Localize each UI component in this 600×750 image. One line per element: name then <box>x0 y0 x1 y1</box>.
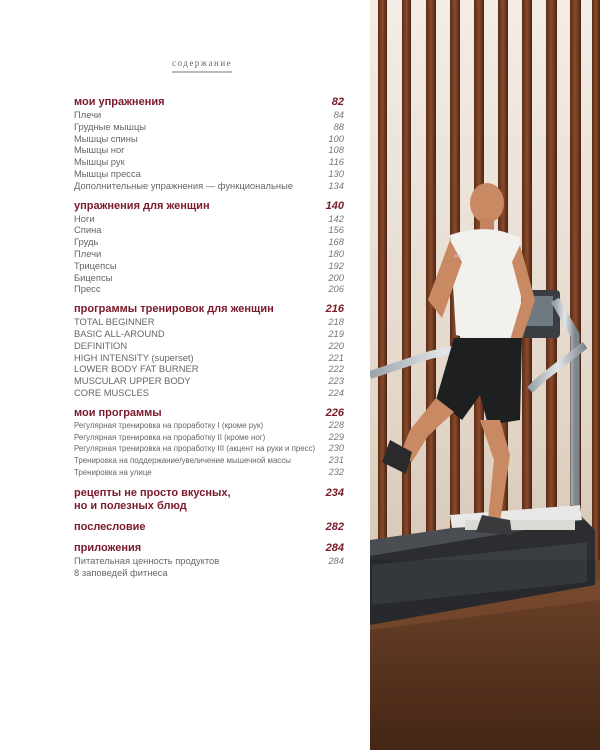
treadmill-photo-illustration <box>370 0 600 750</box>
toc-entry[interactable] <box>74 467 344 479</box>
entry-label: Мышцы ног <box>74 144 125 156</box>
section-title: послесловие <box>74 520 146 533</box>
toc-entry[interactable] <box>74 213 344 225</box>
section-page-number: 282 <box>325 520 344 533</box>
entry-page-number: 156 <box>328 224 344 236</box>
toc-entry[interactable] <box>74 387 344 399</box>
entry-label: BASIC ALL-AROUND <box>74 327 165 339</box>
toc-entry[interactable] <box>74 133 344 145</box>
toc-entry[interactable] <box>74 432 344 444</box>
entry-label: Бицепсы <box>74 271 113 283</box>
toc-entry[interactable] <box>74 168 344 180</box>
entry-page-number: 224 <box>328 386 344 398</box>
entry-page-number: 222 <box>328 363 344 375</box>
entry-label: 8 заповедей фитнеса <box>74 566 168 578</box>
section-page-number: 82 <box>331 96 344 108</box>
toc-entry[interactable] <box>74 567 344 579</box>
entry-page-number: 108 <box>328 144 344 156</box>
toc-entry[interactable] <box>74 420 344 432</box>
entry-label: Тренировка на поддержание/увеличение мышечной массы <box>74 456 291 466</box>
toc-entry[interactable] <box>74 156 344 168</box>
entry-label: TOTAL BEGINNER <box>74 316 155 328</box>
toc-entry[interactable] <box>74 363 344 375</box>
toc-entry[interactable] <box>74 328 344 340</box>
entry-page-number: 142 <box>328 212 344 224</box>
contents-heading: содержание <box>172 58 232 73</box>
entry-page-number: 284 <box>328 554 344 566</box>
entry-label: Трицепсы <box>74 259 117 271</box>
toc-section <box>74 487 344 513</box>
man-running-on-treadmill-photo <box>370 0 600 750</box>
entry-label: CORE MUSCLES <box>74 386 150 398</box>
toc-section <box>74 407 344 479</box>
toc-entry[interactable] <box>74 316 344 328</box>
section-heading[interactable] <box>74 303 344 316</box>
section-heading[interactable] <box>74 487 344 513</box>
section-page-number: 284 <box>325 541 344 554</box>
toc-entry[interactable] <box>74 455 344 467</box>
entry-label: Ноги <box>74 212 95 224</box>
toc-entry[interactable] <box>74 109 344 121</box>
entry-label: Регулярная тренировка на проработку II (кроме ног) <box>74 432 266 442</box>
entry-page-number: 231 <box>328 455 344 466</box>
entry-label: Мышцы рук <box>74 156 125 168</box>
toc-entry[interactable] <box>74 340 344 352</box>
toc-entry[interactable] <box>74 352 344 364</box>
toc-entry[interactable] <box>74 180 344 192</box>
entry-label: Грудные мышцы <box>74 120 147 132</box>
entry-label: Питательная ценность продуктов <box>74 554 220 566</box>
entry-label: Регулярная тренировка на проработку III (акцент на руки и пресс) <box>74 444 316 454</box>
entry-page-number: 229 <box>328 431 344 442</box>
entry-page-number: 206 <box>328 283 344 295</box>
entry-label: HIGH INTENSITY (superset) <box>74 351 194 363</box>
entry-label: Мышцы пресса <box>74 167 141 179</box>
section-heading[interactable] <box>74 96 344 109</box>
toc-section <box>74 303 344 399</box>
entry-label: Спина <box>74 224 102 236</box>
section-heading[interactable] <box>74 521 344 534</box>
entry-label: LOWER BODY FAT BURNER <box>74 363 199 375</box>
toc-entry[interactable] <box>74 443 344 455</box>
toc-entry[interactable] <box>74 283 344 295</box>
entry-page-number: 100 <box>328 132 344 144</box>
entry-label: Пресс <box>74 283 101 295</box>
section-title: программы тренировок для женщин <box>74 303 274 316</box>
entry-label: Тренировка на улице <box>74 467 152 477</box>
section-heading[interactable] <box>74 542 344 555</box>
entry-page-number: 84 <box>333 109 344 120</box>
entry-label: Мышцы спины <box>74 132 138 144</box>
section-heading[interactable] <box>74 407 344 420</box>
entry-label: Регулярная тренировка на проработку I (кроме рук) <box>74 420 264 430</box>
table-of-contents <box>74 96 344 586</box>
section-page-number: 216 <box>325 303 344 316</box>
entry-page-number: 88 <box>333 120 344 132</box>
toc-entry[interactable] <box>74 272 344 284</box>
section-title: мои упражнения <box>74 96 165 108</box>
section-heading[interactable] <box>74 200 344 213</box>
entry-page-number: 220 <box>328 339 344 351</box>
entry-page-number: 168 <box>328 236 344 248</box>
toc-section <box>74 542 344 579</box>
toc-entry[interactable] <box>74 555 344 567</box>
entry-page-number: 232 <box>328 466 344 477</box>
entry-page-number: 219 <box>328 327 344 339</box>
toc-section <box>74 96 344 192</box>
section-title: мои программы <box>74 406 162 419</box>
entry-page-number: 228 <box>328 419 344 430</box>
entry-page-number: 221 <box>328 351 344 363</box>
entry-page-number: 230 <box>328 443 344 454</box>
toc-entry[interactable] <box>74 144 344 156</box>
entry-label: Плечи <box>74 247 102 259</box>
entry-label: Плечи <box>74 109 102 120</box>
entry-page-number: 130 <box>328 167 344 179</box>
toc-entry[interactable] <box>74 236 344 248</box>
toc-entry[interactable] <box>74 121 344 133</box>
entry-page-number: 134 <box>328 179 344 191</box>
toc-section <box>74 521 344 534</box>
entry-label: DEFINITION <box>74 339 128 351</box>
entry-page-number: 180 <box>328 247 344 259</box>
toc-entry[interactable] <box>74 248 344 260</box>
entry-page-number: 192 <box>328 259 344 271</box>
entry-page-number: 223 <box>328 375 344 387</box>
entry-label: Дополнительные упражнения — функциональные <box>74 179 294 191</box>
toc-entry[interactable] <box>74 260 344 272</box>
section-page-number: 140 <box>325 199 344 212</box>
section-page-number: 226 <box>325 406 344 419</box>
section-title: приложения <box>74 541 142 554</box>
entry-page-number: 116 <box>329 156 344 168</box>
toc-entry[interactable] <box>74 224 344 236</box>
section-title: рецепты не просто вкусных, но и полезных блюд <box>74 486 231 512</box>
toc-section <box>74 200 344 296</box>
entry-label: MUSCULAR UPPER BODY <box>74 375 191 387</box>
section-title: упражнения для женщин <box>74 199 210 212</box>
entry-label: Грудь <box>74 236 99 248</box>
toc-entry[interactable] <box>74 375 344 387</box>
entry-page-number: 200 <box>328 271 344 283</box>
section-page-number: 234 <box>325 486 344 499</box>
entry-page-number: 218 <box>328 316 344 328</box>
